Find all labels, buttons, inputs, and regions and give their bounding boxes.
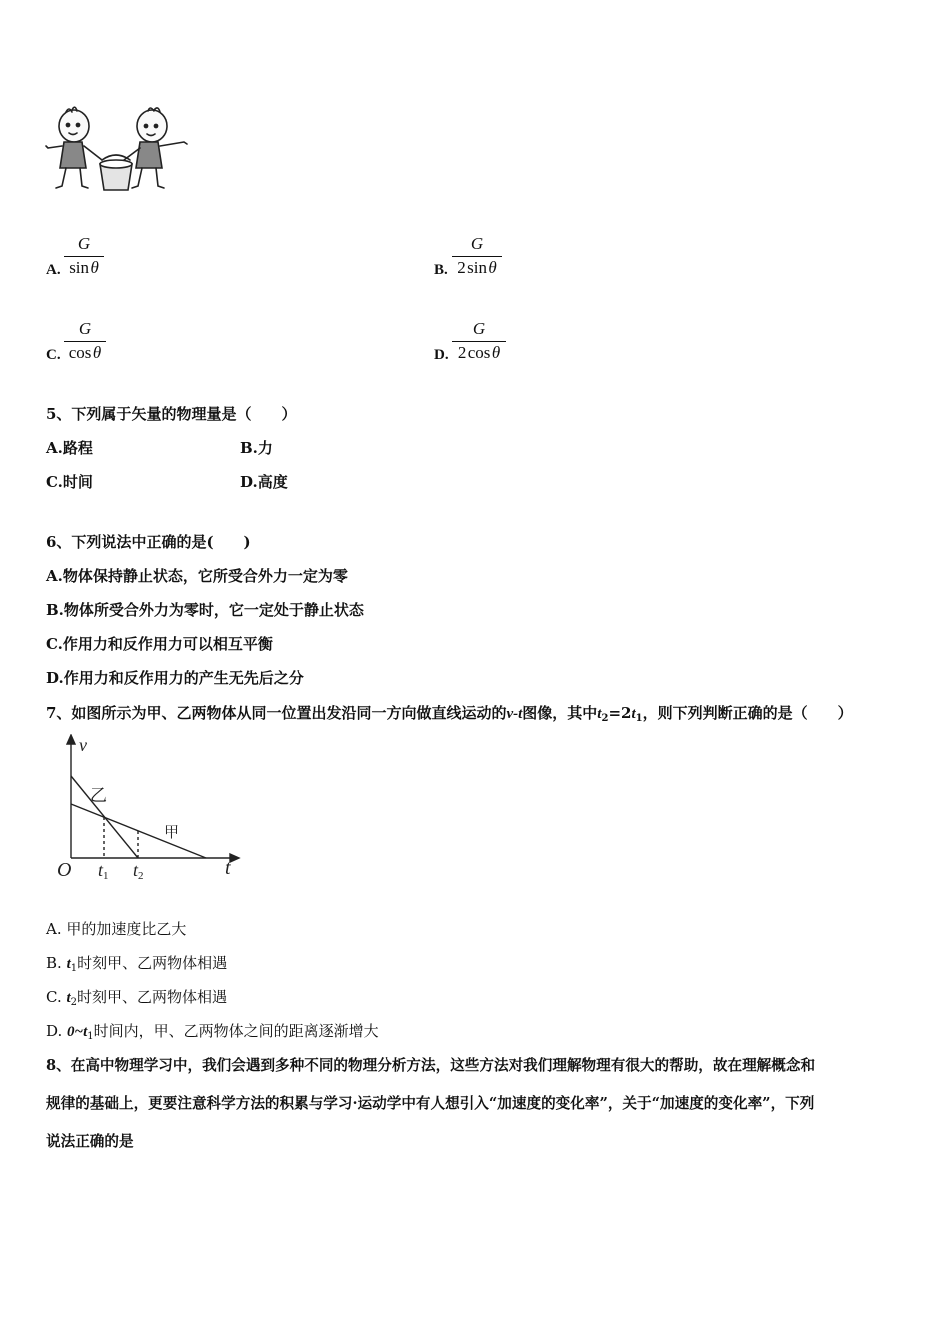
coef: 2 (457, 343, 467, 362)
option-letter: B. (434, 262, 448, 278)
q5-option-c[interactable]: C.时间 (46, 473, 93, 491)
denominator (64, 342, 106, 364)
denominator (452, 342, 506, 364)
option-var: t (66, 990, 71, 1006)
option-letter: C. (46, 347, 61, 363)
q7-eq: =2 (608, 704, 632, 722)
fraction (452, 234, 502, 279)
option-letter: A. (46, 262, 61, 278)
option-text: 时刻甲、乙两物体相遇 (77, 988, 228, 1006)
tick-t1-sub: 1 (103, 870, 109, 882)
q8-line-1: 8、在高中物理学习中，我们会遇到多种不同的物理分析方法，这些方法对我们理解物理有很大的帮助，故在理解概念和 (46, 1057, 816, 1074)
option-prefix: B. (46, 954, 67, 972)
option-var: 0~t (67, 1024, 88, 1040)
q7-option-b[interactable] (46, 952, 227, 974)
q6-stem: 6、下列说法中正确的是( ) (46, 533, 251, 551)
q6-option-a[interactable]: A.物体保持静止状态，它所受合外力一定为零 (46, 567, 348, 585)
fraction (64, 234, 104, 279)
q5-option-a[interactable]: A.路程 (46, 439, 93, 457)
q6-option-d[interactable]: D.作用力和反作用力的产生无先后之分 (46, 669, 304, 687)
origin-label: O (57, 859, 72, 881)
var: θ (92, 343, 102, 362)
option-sub: 1 (70, 963, 78, 974)
q7-t2-sub: 2 (601, 713, 609, 724)
tick-t2-label (133, 860, 144, 882)
tick-t2-var: t (133, 860, 139, 880)
option-prefix: D. (46, 1022, 68, 1040)
q7-option-a[interactable]: A. 甲的加速度比乙大 (46, 920, 187, 938)
numerator: G (452, 319, 506, 342)
numerator: G (452, 234, 502, 257)
var: θ (491, 343, 501, 362)
option-text: 时刻甲、乙两物体相遇 (77, 954, 228, 972)
q7-stem (46, 702, 853, 724)
func: sin (467, 258, 487, 277)
y-axis-label: v (79, 735, 87, 755)
q5-option-d[interactable]: D.高度 (240, 473, 288, 491)
option-letter: D. (434, 347, 449, 363)
q7-t2: t (597, 706, 602, 722)
tick-t2-sub: 2 (138, 870, 144, 882)
x-axis-label: t (225, 857, 231, 879)
numerator: G (64, 234, 104, 257)
y-axis-arrow (67, 735, 75, 744)
x-axis-arrow (230, 854, 239, 862)
func: cos (68, 343, 92, 362)
option-sub: 2 (70, 997, 78, 1008)
option-text: 时间内，甲、乙两物体之间的距离逐渐增大 (93, 1022, 379, 1040)
q7-option-d[interactable] (46, 1020, 379, 1042)
option-sub: 1 (87, 1031, 94, 1042)
tick-t1-label (98, 860, 109, 882)
q8-line-2: 规律的基础上，更要注意科学方法的积累与学习·运动学中有人想引入“加速度的变化率”，关于“加速度的变化率”，下列 (46, 1095, 815, 1112)
var: θ (488, 258, 497, 277)
fraction (64, 319, 106, 364)
q7-stem-text-c: ，则下列判断正确的是（ ） (642, 704, 853, 722)
option-prefix: C. (46, 988, 67, 1006)
coef: 2 (457, 258, 466, 277)
line-yi-label: 乙 (90, 786, 107, 806)
denominator (452, 257, 502, 279)
vt-graph (52, 734, 248, 884)
func: cos (467, 343, 491, 362)
q7-option-c[interactable] (46, 986, 227, 1008)
q7-t1: t (631, 706, 636, 722)
q7-t1-sub: 1 (635, 713, 643, 724)
denominator (64, 257, 104, 279)
q8-line-3: 说法正确的是 (46, 1133, 134, 1150)
numerator: G (64, 319, 106, 342)
tick-t1-var: t (98, 860, 104, 880)
q7-stem-text-b: 图像，其中 (522, 704, 598, 722)
q6-option-b[interactable]: B.物体所受合外力为零时，它一定处于静止状态 (46, 601, 364, 619)
var: θ (90, 258, 99, 277)
option-var: t (66, 956, 71, 972)
two-kids-carrying-bucket-illustration (44, 104, 192, 196)
line-jia-label: 甲 (164, 823, 180, 841)
fraction (452, 319, 506, 364)
q5-stem: 5、下列属于矢量的物理量是（ ） (46, 405, 297, 423)
q7-vt-label: v-t (506, 706, 523, 722)
q7-stem-text-a: 7、如图所示为甲、乙两物体从同一位置出发沿同一方向做直线运动的 (46, 704, 507, 722)
q6-option-c[interactable]: C.作用力和反作用力可以相互平衡 (46, 635, 273, 653)
q5-option-b[interactable]: B.力 (240, 439, 273, 457)
func: sin (69, 258, 90, 277)
